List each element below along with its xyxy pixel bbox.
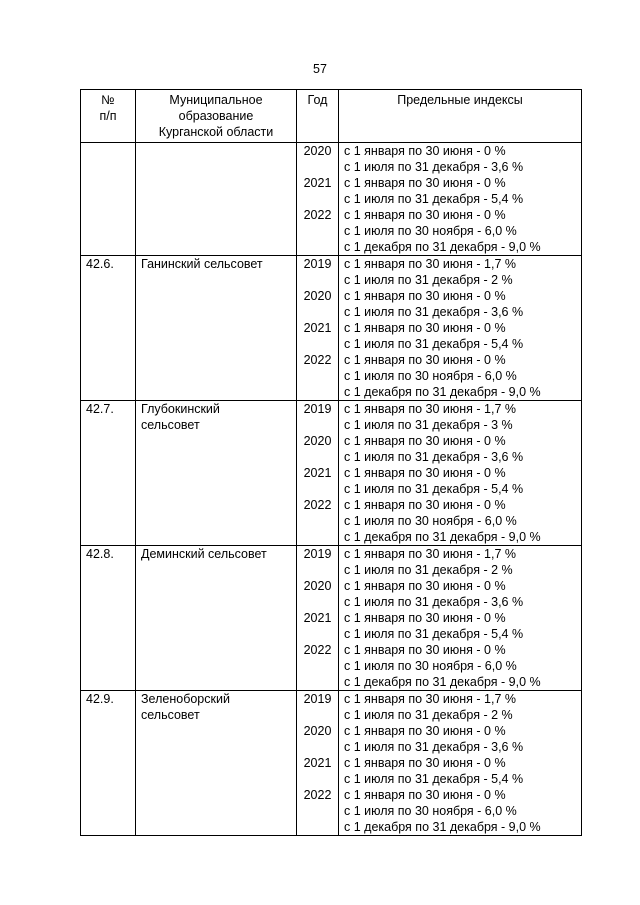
row-number-cell bbox=[81, 256, 136, 401]
year-value: 2020 bbox=[303, 579, 332, 593]
year-value bbox=[297, 626, 338, 642]
year-value bbox=[297, 674, 338, 690]
index-line: с 1 июля по 30 ноября - 6,0 % bbox=[344, 804, 517, 818]
year-value bbox=[297, 594, 338, 610]
year-cell bbox=[297, 546, 339, 691]
index-line: с 1 декабря по 31 декабря - 9,0 % bbox=[344, 675, 541, 689]
year-value bbox=[297, 223, 338, 239]
year-value: 2019 bbox=[303, 547, 332, 561]
year-value bbox=[297, 803, 338, 819]
year-value bbox=[297, 771, 338, 787]
header-municipality bbox=[136, 90, 297, 143]
municipality-cell bbox=[136, 401, 297, 546]
year-value: 2019 bbox=[303, 692, 332, 706]
year-value bbox=[297, 368, 338, 384]
year-value: 2022 bbox=[303, 208, 332, 222]
index-line: с 1 июля по 31 декабря - 2 % bbox=[344, 563, 513, 577]
index-line: с 1 января по 30 июня - 0 % bbox=[344, 208, 506, 222]
row-number-cell bbox=[81, 401, 136, 546]
year-value: 2019 bbox=[303, 257, 332, 271]
index-line: с 1 января по 30 июня - 0 % bbox=[344, 788, 506, 802]
index-line: с 1 декабря по 31 декабря - 9,0 % bbox=[344, 530, 541, 544]
year-value bbox=[297, 481, 338, 497]
row-number: 42.6. bbox=[86, 257, 114, 271]
municipality-name: Деминский сельсовет bbox=[141, 547, 267, 561]
table-row bbox=[81, 143, 582, 256]
year-value: 2022 bbox=[303, 353, 332, 367]
year-value bbox=[297, 336, 338, 352]
header-year-text: Год bbox=[307, 93, 328, 107]
index-line: с 1 января по 30 июня - 0 % bbox=[344, 466, 506, 480]
year-value bbox=[297, 707, 338, 723]
year-value bbox=[297, 529, 338, 545]
index-line: с 1 января по 30 июня - 1,7 % bbox=[344, 257, 516, 271]
year-value: 2021 bbox=[303, 611, 332, 625]
row-number: 42.9. bbox=[86, 692, 114, 706]
index-line: с 1 июля по 31 декабря - 5,4 % bbox=[344, 482, 524, 496]
year-value bbox=[297, 449, 338, 465]
municipality-cell bbox=[136, 546, 297, 691]
year-value: 2020 bbox=[303, 434, 332, 448]
index-line: с 1 декабря по 31 декабря - 9,0 % bbox=[344, 820, 541, 834]
row-number: 42.7. bbox=[86, 402, 114, 416]
header-year bbox=[297, 90, 339, 143]
municipality-cell bbox=[136, 143, 297, 256]
table-header-row bbox=[81, 90, 582, 143]
index-line: с 1 января по 30 июня - 0 % bbox=[344, 289, 506, 303]
indices-cell bbox=[339, 256, 582, 401]
index-line: с 1 декабря по 31 декабря - 9,0 % bbox=[344, 240, 541, 254]
year-value bbox=[297, 513, 338, 529]
year-value: 2022 bbox=[303, 788, 332, 802]
index-line: с 1 января по 30 июня - 0 % bbox=[344, 434, 506, 448]
index-line: с 1 июля по 31 декабря - 5,4 % bbox=[344, 192, 524, 206]
year-value bbox=[297, 417, 338, 433]
year-value bbox=[297, 562, 338, 578]
header-municipality-text: Муниципальное образование Курганской области bbox=[158, 93, 274, 139]
header-num bbox=[81, 90, 136, 143]
index-line: с 1 января по 30 июня - 0 % bbox=[344, 321, 506, 335]
municipality-name: Зеленоборский сельсовет bbox=[141, 692, 230, 722]
index-line: с 1 июля по 31 декабря - 3,6 % bbox=[344, 450, 524, 464]
table-row bbox=[81, 401, 582, 546]
index-line: с 1 января по 30 июня - 0 % bbox=[344, 724, 506, 738]
year-value: 2022 bbox=[303, 643, 332, 657]
index-line: с 1 января по 30 июня - 0 % bbox=[344, 643, 506, 657]
indices-table bbox=[80, 89, 582, 836]
index-line: с 1 июля по 31 декабря - 2 % bbox=[344, 708, 513, 722]
table-row bbox=[81, 546, 582, 691]
index-line: с 1 июля по 30 ноября - 6,0 % bbox=[344, 369, 517, 383]
index-line: с 1 июля по 30 ноября - 6,0 % bbox=[344, 514, 517, 528]
year-value bbox=[297, 191, 338, 207]
index-line: с 1 июля по 30 ноября - 6,0 % bbox=[344, 224, 517, 238]
index-line: с 1 января по 30 июня - 0 % bbox=[344, 498, 506, 512]
indices-cell bbox=[339, 401, 582, 546]
index-line: с 1 декабря по 31 декабря - 9,0 % bbox=[344, 385, 541, 399]
index-line: с 1 января по 30 июня - 0 % bbox=[344, 176, 506, 190]
page-number: 57 bbox=[313, 62, 327, 76]
year-value: 2020 bbox=[303, 724, 332, 738]
index-line: с 1 июля по 31 декабря - 3 % bbox=[344, 418, 513, 432]
indices-cell bbox=[339, 691, 582, 836]
municipality-name: Глубокинский сельсовет bbox=[141, 402, 220, 432]
table-row bbox=[81, 256, 582, 401]
row-number: 42.8. bbox=[86, 547, 114, 561]
index-line: с 1 июля по 30 ноября - 6,0 % bbox=[344, 659, 517, 673]
row-number-cell bbox=[81, 143, 136, 256]
year-value bbox=[297, 239, 338, 255]
header-indices bbox=[339, 90, 582, 143]
index-line: с 1 января по 30 июня - 0 % bbox=[344, 579, 506, 593]
index-line: с 1 января по 30 июня - 0 % bbox=[344, 144, 506, 158]
index-line: с 1 июля по 31 декабря - 5,4 % bbox=[344, 337, 524, 351]
year-value: 2021 bbox=[303, 756, 332, 770]
index-line: с 1 июля по 31 декабря - 5,4 % bbox=[344, 772, 524, 786]
year-value bbox=[297, 159, 338, 175]
year-value bbox=[297, 384, 338, 400]
year-value: 2020 bbox=[303, 289, 332, 303]
header-num-text: № п/п bbox=[99, 93, 117, 123]
year-value bbox=[297, 272, 338, 288]
index-line: с 1 июля по 31 декабря - 2 % bbox=[344, 273, 513, 287]
index-line: с 1 июля по 31 декабря - 3,6 % bbox=[344, 160, 524, 174]
year-value: 2021 bbox=[303, 176, 332, 190]
municipality-cell bbox=[136, 256, 297, 401]
index-line: с 1 января по 30 июня - 1,7 % bbox=[344, 547, 516, 561]
row-number-cell bbox=[81, 691, 136, 836]
index-line: с 1 января по 30 июня - 1,7 % bbox=[344, 692, 516, 706]
index-line: с 1 января по 30 июня - 0 % bbox=[344, 353, 506, 367]
year-value bbox=[297, 819, 338, 835]
table-body bbox=[81, 143, 582, 836]
index-line: с 1 июля по 31 декабря - 3,6 % bbox=[344, 740, 524, 754]
index-line: с 1 января по 30 июня - 1,7 % bbox=[344, 402, 516, 416]
row-number-cell bbox=[81, 546, 136, 691]
table-row bbox=[81, 691, 582, 836]
header-indices-text: Предельные индексы bbox=[397, 93, 523, 107]
year-cell bbox=[297, 256, 339, 401]
municipality-cell bbox=[136, 691, 297, 836]
year-value bbox=[297, 739, 338, 755]
municipality-name: Ганинский сельсовет bbox=[141, 257, 263, 271]
indices-cell bbox=[339, 546, 582, 691]
index-line: с 1 июля по 31 декабря - 3,6 % bbox=[344, 595, 524, 609]
year-cell bbox=[297, 691, 339, 836]
year-value: 2019 bbox=[303, 402, 332, 416]
year-value: 2020 bbox=[303, 144, 332, 158]
index-line: с 1 июля по 31 декабря - 5,4 % bbox=[344, 627, 524, 641]
year-value: 2021 bbox=[303, 466, 332, 480]
indices-cell bbox=[339, 143, 582, 256]
year-value: 2021 bbox=[303, 321, 332, 335]
index-line: с 1 января по 30 июня - 0 % bbox=[344, 756, 506, 770]
year-value bbox=[297, 304, 338, 320]
year-value bbox=[297, 658, 338, 674]
index-line: с 1 июля по 31 декабря - 3,6 % bbox=[344, 305, 524, 319]
year-value: 2022 bbox=[303, 498, 332, 512]
index-line: с 1 января по 30 июня - 0 % bbox=[344, 611, 506, 625]
year-cell bbox=[297, 401, 339, 546]
year-cell bbox=[297, 143, 339, 256]
